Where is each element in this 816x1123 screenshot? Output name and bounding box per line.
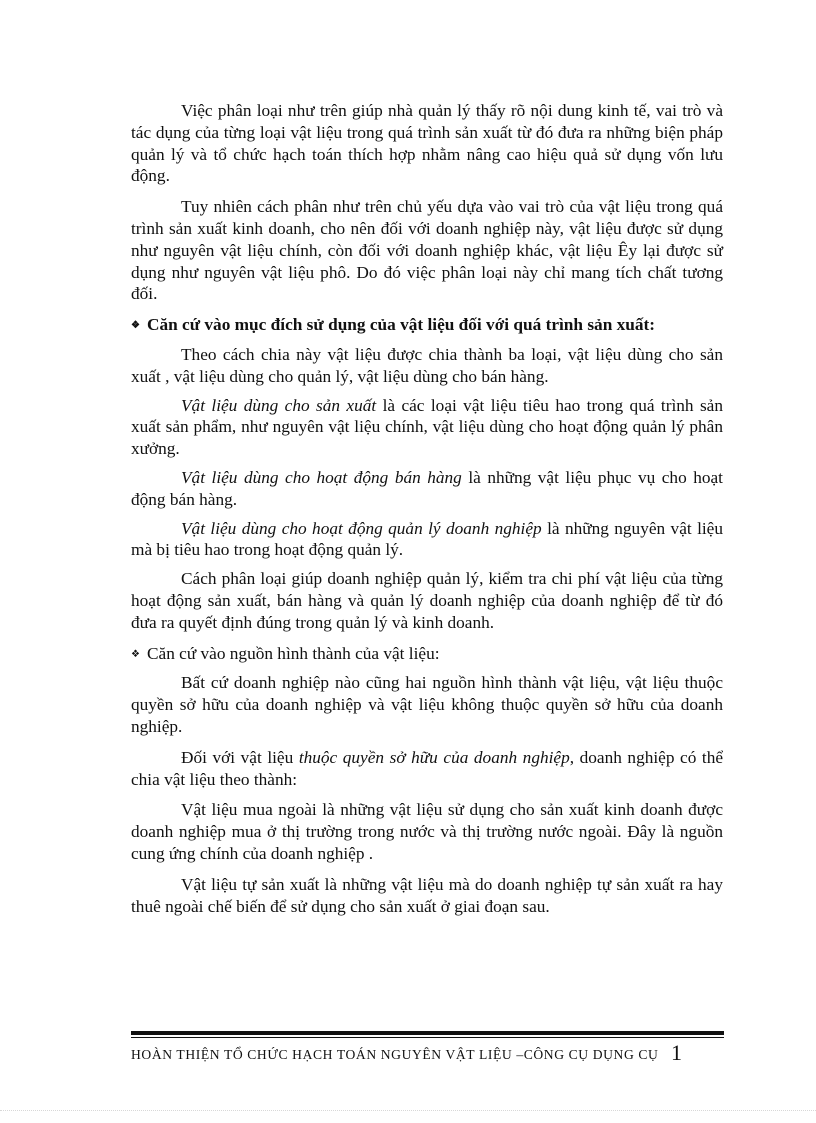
diamond-bullet-icon: ❖ [131,320,140,332]
paragraph [131,518,723,562]
paragraph: Vật liệu mua ngoài là những vật liệu sử dụng cho sản xuất kinh doanh được doanh nghiệp mua ở thị trường trong nước và thị trường nước ngoài. Đây là nguồn cung ứng chính của doanh nghiệp . [131,800,723,863]
section-heading [131,643,723,666]
paragraph: Tuy nhiên cách phân như trên chủ yếu dựa vào vai trò của vật liệu trong quá trình sản xuất kinh doanh, cho nên đối với doanh nghiệp này, vật liệu được sử dụng như nguyên vật liệu chính, còn đối với doanh nghiệp khác, vật liệu Êy lại được sử dụng như nguyên vật liệu phô. Do đó việc phân loại này chỉ mang tích chất tương đối. [131,197,723,304]
paragraph-text: là những nguyên vật liệu mà bị tiêu hao trong hoạt động quản lý. [131,518,723,560]
paragraph: Bất cứ doanh nghiệp nào cũng hai nguồn hình thành vật liệu, vật liệu thuộc quyền sở hữu của doanh nghiệp và vật liệu không thuộc quyền sở hữu của doanh nghiệp. [131,673,723,736]
paragraph-text: là các loại vật liệu tiêu hao trong quá trình sản xuất sản phẩm, như nguyên vật liệu chính, vật liệu dùng cho hoạt động quản lý phân xưởng. [131,395,723,459]
italic-term: thuộc quyền sở hữu của doanh nghiệp [298,747,570,767]
section-heading-text: Căn cứ vào mục đích sử dụng của vật liệu đối với quá trình sản xuất: [147,315,656,335]
paragraph: Cách phân loại giúp doanh nghiệp quản lý, kiểm tra chi phí vật liệu của từng hoạt động sản xuất, bán hàng và quản lý doanh nghiệp của doanh nghiệp để từ đó đưa ra quyết định đúng trong quản lý và kinh doanh. [131,569,723,632]
diamond-bullet-icon: ❖ [131,648,140,660]
section-heading-text: Căn cứ vào nguồn hình thành của vật liệu: [147,643,440,663]
footer-divider [131,1037,724,1038]
page-number: 1 [671,1040,682,1065]
italic-term: Vật liệu dùng cho sản xuất [181,395,377,415]
paragraph [131,467,723,511]
section-heading [131,314,723,337]
paragraph [131,747,723,791]
paragraph: Việc phân loại như trên giúp nhà quản lý thấy rõ nội dung kinh tế, vai trò và tác dụng của từng loại vật liệu trong quá trình sản xuất từ đó đưa ra những biện pháp quản lý và tổ chức hạch toán thích hợp nhằm nâng cao hiệu quả sử dụng vốn lưu động. [131,101,723,186]
page-edge [0,1110,816,1112]
paragraph [131,395,723,460]
paragraph-text: , doanh nghiệp có thể chia vật liệu theo thành: [131,747,724,789]
paragraph-text: Đối với vật liệu [181,747,299,767]
paragraph: Vật liệu tự sản xuất là những vật liệu mà do doanh nghiệp tự sản xuất ra hay thuê ngoài chế biến để sử dụng cho sản xuất ở giai đoạn sau. [131,874,723,916]
italic-term: Vật liệu dùng cho hoạt động bán hàng [181,467,462,487]
footer-title: HOÀN THIỆN TỔ CHỨC HẠCH TOÁN NGUYÊN VẬT LIỆU –CÔNG CỤ DỤNG CỤ [131,1047,659,1062]
paragraph-text: là những vật liệu phục vụ cho hoạt động bán hàng. [131,467,723,509]
paragraph: Theo cách chia này vật liệu được chia thành ba loại, vật liệu dùng cho sản xuất , vật liệu dùng cho quản lý, vật liệu dùng cho bán hàng. [131,344,723,386]
document-body [131,100,723,926]
italic-term: Vật liệu dùng cho hoạt động quản lý doanh nghiệp [181,518,542,538]
footer-divider [131,1031,724,1035]
